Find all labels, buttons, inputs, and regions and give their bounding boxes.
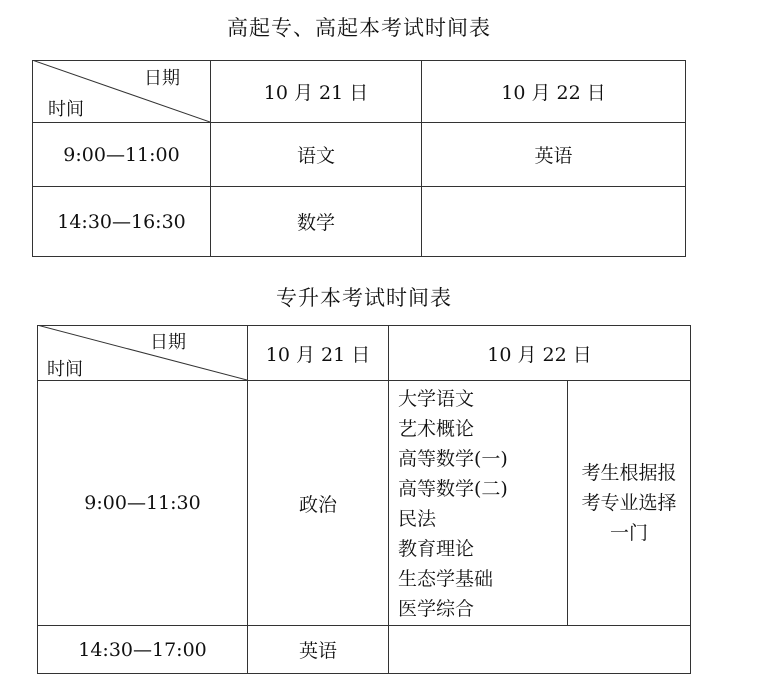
table2-diagonal-header <box>37 325 247 380</box>
table2-row2-time: 14:30—17:00 <box>78 638 207 661</box>
table1-row1-day2: 英语 <box>534 145 573 167</box>
table2-border-bottom <box>37 673 691 674</box>
subject-item: 艺术概论 <box>398 418 475 440</box>
table1-row2-day2 <box>422 187 685 256</box>
table1-row1-day1: 语文 <box>296 145 335 167</box>
table2-border-right <box>690 325 691 674</box>
table1-row1-time: 9:00—11:00 <box>63 143 180 166</box>
date-header-label: 日期 <box>150 332 186 353</box>
time-header-label: 时间 <box>48 99 84 120</box>
table1-border-bottom <box>32 256 686 257</box>
table1-border-right <box>685 60 686 257</box>
table1-day1-header: 10 月 21 日 <box>263 82 369 104</box>
table2-day2-header: 10 月 22 日 <box>487 343 592 366</box>
table1-diagonal-header <box>32 60 210 122</box>
note-line: 考生根据报 <box>581 462 677 484</box>
table1-row2-time: 14:30—16:30 <box>57 210 186 233</box>
subject-item: 大学语文 <box>398 388 475 410</box>
note-line: 考专业选择 <box>581 492 677 514</box>
time-header-label: 时间 <box>47 359 83 380</box>
elective-subject-list <box>398 384 508 624</box>
table2-title: 专升本考试时间表 <box>276 286 452 310</box>
note-line: 一门 <box>609 522 648 544</box>
table2-row1-day1: 政治 <box>298 493 337 516</box>
subject-item: 民法 <box>398 508 437 530</box>
subject-item: 高等数学(二) <box>398 478 508 500</box>
elective-note <box>568 458 690 548</box>
subject-item: 教育理论 <box>398 538 475 560</box>
table1-title: 高起专、高起本考试时间表 <box>227 16 491 40</box>
subject-item: 高等数学(一) <box>398 448 508 470</box>
subject-item: 生态学基础 <box>398 568 494 590</box>
subject-item: 医学综合 <box>398 598 475 620</box>
table1-row2-day1: 数学 <box>296 212 335 234</box>
date-header-label: 日期 <box>144 68 180 89</box>
table2-row2-day2 <box>389 626 690 673</box>
table2-row1-time: 9:00—11:30 <box>84 492 201 514</box>
table2-row2-day1: 英语 <box>298 640 337 662</box>
table1-day2-header: 10 月 22 日 <box>501 82 606 104</box>
table2-day1-header: 10 月 21 日 <box>265 343 371 366</box>
